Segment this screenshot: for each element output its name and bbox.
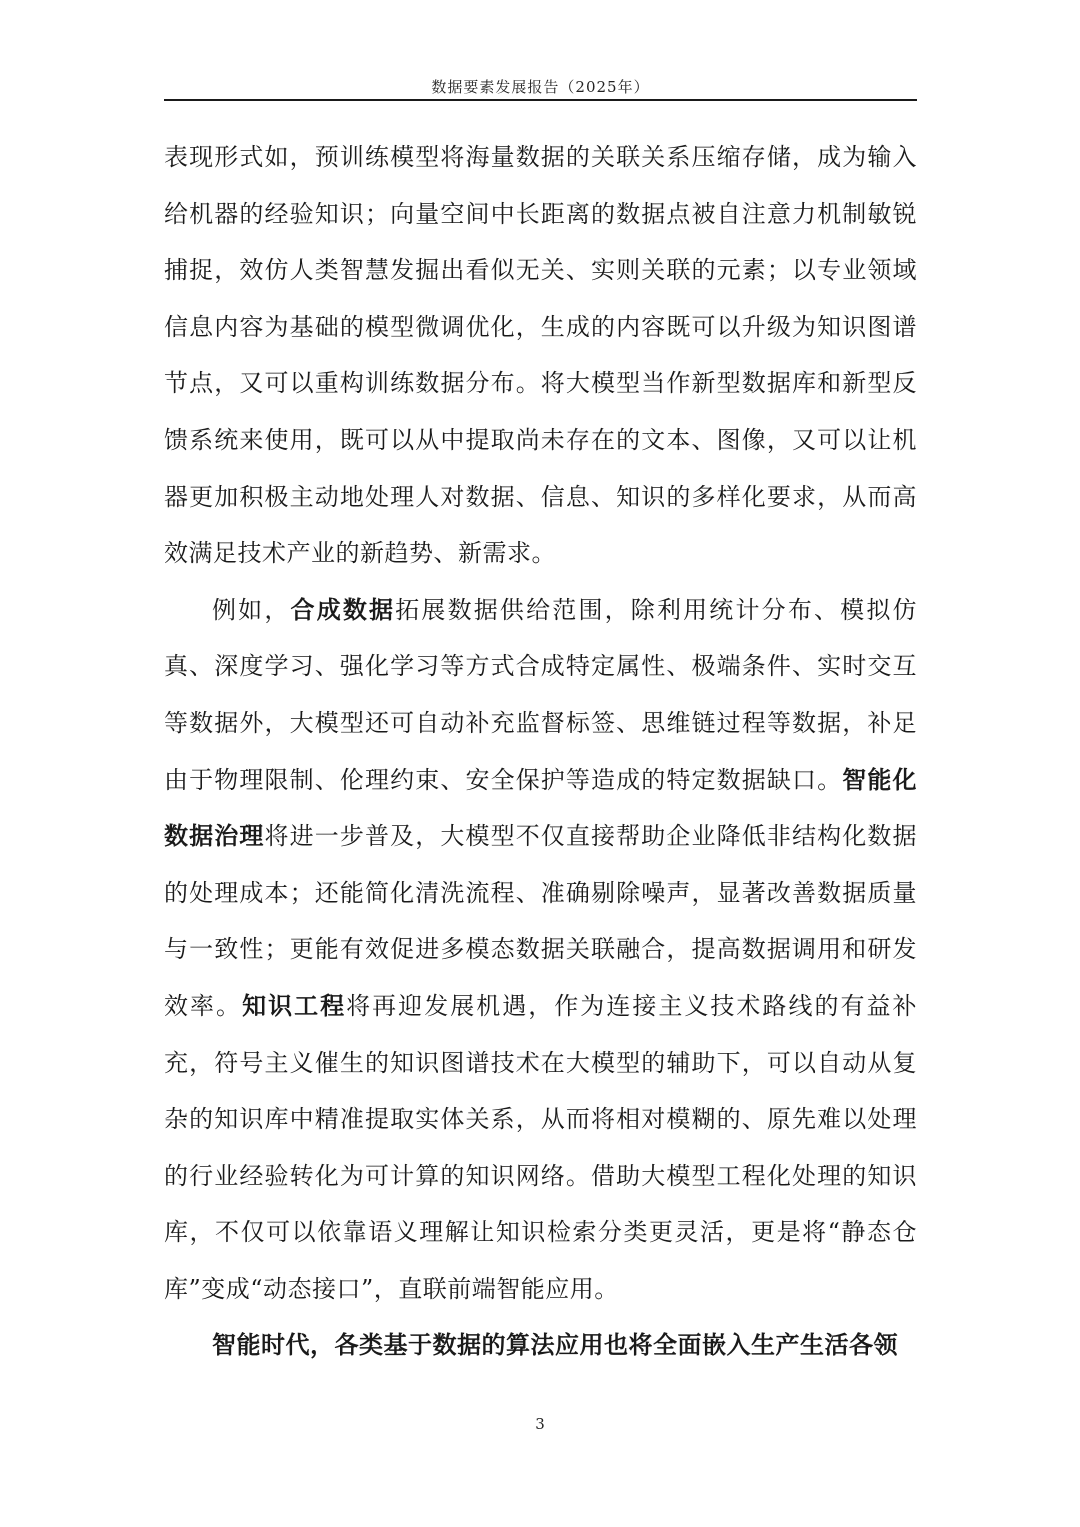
paragraph-intro: 例如，	[212, 595, 291, 624]
paragraph-continuation: 表现形式如，预训练模型将海量数据的关联关系压缩存储，成为输入给机器的经验知识；向量空间中长距离的数据点被自注意力机制敏锐捕捉，效仿人类智慧发掘出看似无关、实则关联的元素；以专业领域信息内容为基础的模型微调优化，生成的内容既可以升级为知识图谱节点，又可以重构训练数据分布。将大模型当作新型数据库和新型反馈系统来使用，既可以从中提取尚未存在的文本、图像，又可以让机器更加积极主动地处理人对数据、信息、知识的多样化要求，从而高效满足技术产业的新趋势、新需求。	[164, 143, 917, 568]
text-intelligent-governance: 将进一步普及，大模型不仅直接帮助企业降低非结构化数据的处理成本；还能简化清洗流程、准确剔除噪声，显著改善数据质量与一致性；更能有效促进多模态数据关联融合，提高数据调用和研发效率。	[164, 822, 917, 1020]
term-intelligent-governance: 智能化数据治理	[164, 765, 918, 851]
running-header: 数据要素发展报告（2025年）	[431, 78, 650, 96]
body-text	[164, 129, 917, 1374]
paragraph-lead-bold: 智能时代，各类基于数据的算法应用也将全面嵌入生产生活各领	[212, 1331, 898, 1360]
page-number: 3	[535, 1415, 545, 1433]
term-knowledge-engineering: 知识工程	[242, 991, 347, 1020]
term-synthetic-data: 合成数据	[290, 595, 396, 624]
text-knowledge-engineering: 将再迎发展机遇，作为连接主义技术路线的有益补充，符号主义催生的知识图谱技术在大模型的辅助下，可以自动从复杂的知识库中精准提取实体关系，从而将相对模糊的、原先难以处理的行业经验转化为可计算的知识网络。借助大模型工程化处理的知识库，不仅可以依靠语义理解让知识检索分类更灵活，更是将“静态仓库”变成“动态接口”，直联前端智能应用。	[164, 991, 918, 1303]
text-synthetic-data: 拓展数据供给范围，除利用统计分布、模拟仿真、深度学习、强化学习等方式合成特定属性、极端条件、实时交互等数据外，大模型还可自动补充监督标签、思维链过程等数据，补足由于物理限制、伦理约束、安全保护等造成的特定数据缺口。	[164, 595, 918, 794]
paragraph-examples	[164, 582, 917, 1318]
header-rule	[164, 99, 917, 101]
